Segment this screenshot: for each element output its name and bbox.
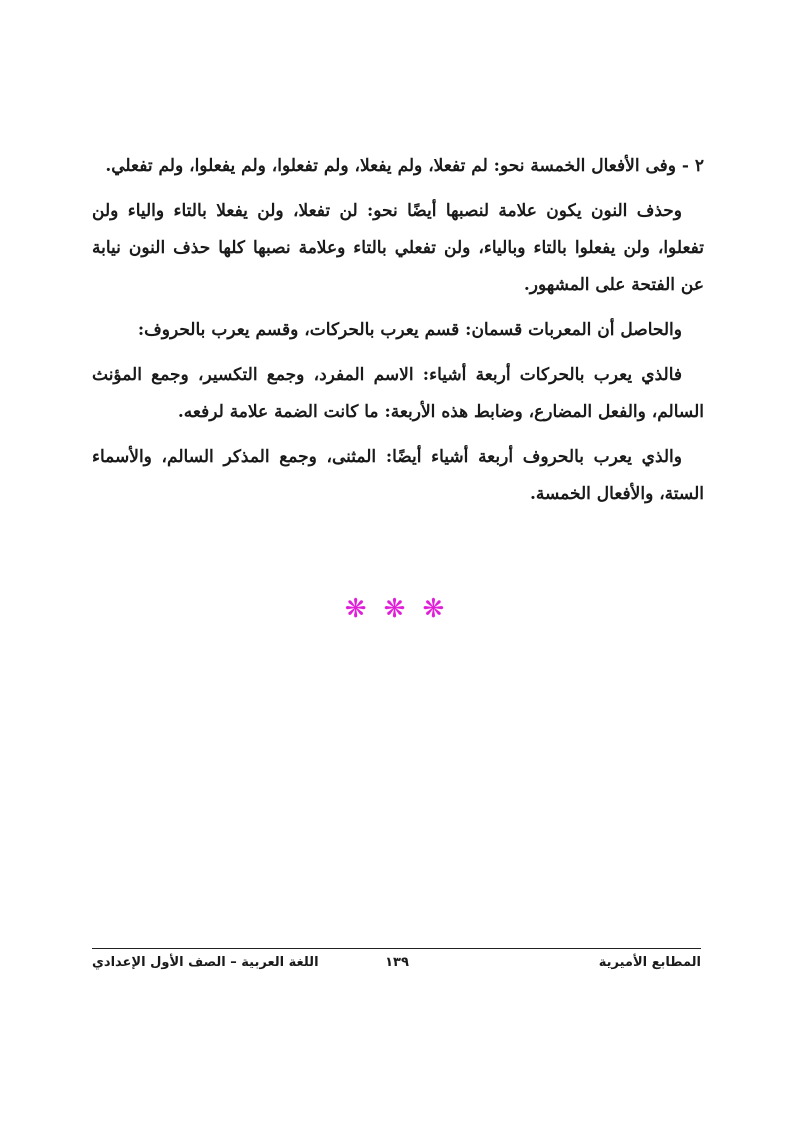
footer-divider [92, 948, 701, 949]
paragraph-2: وحذف النون يكون علامة لنصبها أيضًا نحو: لن تفعلا، ولن يفعلا بالتاء والياء ولن تفعلوا، ولن يفعلوا بالتاء وبالياء، ولن تفعلي بالتاء وعلامة نصبها كلها حذف النون نيابة عن الفتحة على المشهور. [92, 201, 704, 295]
paragraph-5: والذي يعرب بالحروف أربعة أشياء أيضًا: المثنى، وجمع المذكر السالم، والأسماء الستة، والأفعال الخمسة. [92, 447, 704, 504]
page-body [92, 148, 704, 521]
paragraph-1: ٢ - وفى الأفعال الخمسة نحو: لم تفعلا، ولم يفعلا، ولم تفعلوا، ولم يفعلوا، ولم تفعلي. [105, 156, 704, 176]
paragraph-3: والحاصل أن المعربات قسمان: قسم يعرب بالحركات، وقسم يعرب بالحروف: [137, 320, 682, 340]
page-footer [92, 955, 701, 979]
footer-publisher: المطابع الأميرية [598, 955, 701, 970]
paragraph-4: فالذي يعرب بالحركات أربعة أشياء: الاسم المفرد، وجمع التكسير، وجمع المؤنث السالم، والفعل المضارع، وضابط هذه الأربعة: ما كانت الضمة علامة لرفعه. [92, 365, 704, 422]
footer-page-number: ١٣٩ [385, 955, 409, 970]
section-separator-asterisks: ❋ ❋ ❋ [344, 594, 449, 624]
footer-book-title: اللغة العربية – الصف الأول الإعدادي [92, 955, 319, 970]
